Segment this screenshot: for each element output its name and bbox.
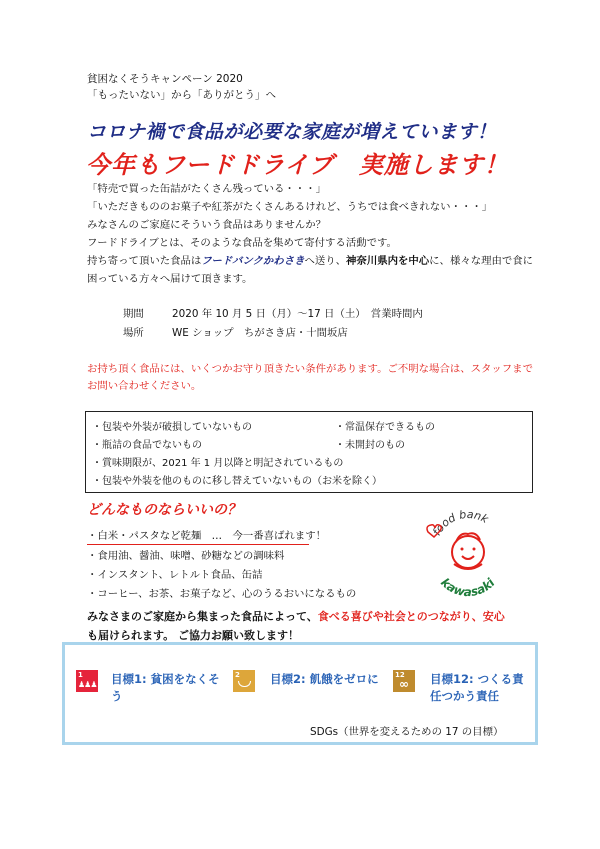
closing-pre: みなさまのご家庭から集まった食品によって、 [87, 610, 318, 623]
what-item-2: ・食用油、醤油、味噌、砂糖などの調味料 [87, 550, 285, 562]
closing-highlight: 食べる喜びや社会とのつながり、安心 [317, 610, 505, 623]
what-heading: どんなものならいいの？ [87, 502, 241, 518]
condition-1: ・包装や外装が破損していないもの [92, 422, 252, 433]
condition-3: ・瓶詰の食品でないもの [92, 440, 202, 451]
sdg-goal-12-text: 目標12: つくる責任つかう責任 [430, 672, 524, 703]
logo-bottom-text: kawasaki [438, 575, 498, 600]
closing-line-1 [87, 608, 505, 624]
sdg-goal-2-text: 目標2: 飢餓をゼロに [270, 672, 379, 686]
intro-line-6: 困っている方々へ届けて頂きます。 [87, 273, 253, 285]
intro-line-5-post: に、様々な理由で食に [429, 255, 534, 267]
intro-line-5-mid: へ送り、 [304, 255, 347, 267]
period-value: 2020 年 10 月 5 日（月）～17 日（土） 営業時間内 [172, 308, 423, 320]
notice-line-2: お問い合わせください。 [87, 380, 202, 392]
sdg-goal-1-text: 目標1: 貧困をなくそう [111, 672, 220, 703]
sdg-goal-2-icon [233, 670, 255, 692]
sdg-goal-12-number: 12 [395, 671, 405, 679]
closing-line-2: も届けられます。 ご協力お願い致します！ [87, 629, 299, 642]
intro-line-1: 「特売で買った缶詰がたくさん残っている・・・」 [87, 183, 326, 195]
sdg-goal-12-icon [393, 670, 415, 692]
foodbank-name: フードバンクかわさき [201, 255, 305, 267]
foodbank-logo [418, 500, 518, 600]
sdgs-caption: SDGs（世界を変えるための 17 の目標） [310, 726, 504, 738]
bowl-icon [238, 681, 251, 687]
place-value: WE ショップ ちがさき店・十間坂店 [172, 327, 348, 339]
notice-line-1: お持ち頂く食品には、いくつかお守り頂きたい条件があります。ご不明な場合は、スタッフまで [87, 363, 533, 375]
intro-line-3: みなさんのご家庭にそういう食品はありませんか？ [87, 219, 326, 231]
place-label: 場所 [123, 327, 144, 339]
intro-line-2: 「いただきもののお菓子や紅茶がたくさんあるけれど、うちでは食べきれない・・・」 [87, 201, 493, 213]
condition-6: ・包装や外装を他のものに移し替えていないもの（お米を除く） [92, 476, 382, 487]
headline-1: コロナ禍で食品が必要な家庭が増えています！ [87, 121, 497, 143]
intro-line-5 [87, 256, 533, 266]
intro-line-4: フードドライブとは、そのような食品を集めて寄付する活動です。 [87, 237, 397, 249]
intro-line-5-pre: 持ち寄って頂いた食品は [87, 255, 202, 267]
campaign-slogan: 「もったいない」から「ありがとう」へ [87, 89, 276, 101]
people-icon: ♟♟♟ [78, 680, 97, 689]
condition-2: ・常温保存できるもの [335, 422, 435, 433]
what-item-3: ・インスタント、レトルト食品、缶詰 [87, 569, 263, 581]
what-item-1-underline [87, 544, 309, 545]
logo-top-text: food bank [430, 507, 491, 538]
foodbank-logo-graphic [418, 500, 518, 600]
what-item-1: ・白米・パスタなど乾麺 … 今一番喜ばれます！ [87, 530, 326, 542]
sdg-goal-2-number: 2 [235, 671, 240, 679]
period-label: 期間 [123, 308, 144, 320]
headline-2: 今年もフードドライブ 実施します！ [86, 151, 509, 179]
sdg-goal-1-icon [76, 670, 98, 692]
region-text: 神奈川県内を中心 [346, 255, 430, 267]
campaign-title: 貧困なくそうキャンペーン 2020 [87, 73, 243, 85]
condition-4: ・未開封のもの [335, 440, 405, 451]
sdg-goal-1-number: 1 [78, 671, 83, 679]
what-item-4: ・コーヒー、お茶、お菓子など、心のうるおいになるもの [87, 588, 357, 600]
infinity-icon: ∞ [399, 677, 409, 691]
condition-5: ・賞味期限が、2021 年 1 月以降と明記されているもの [92, 458, 344, 469]
